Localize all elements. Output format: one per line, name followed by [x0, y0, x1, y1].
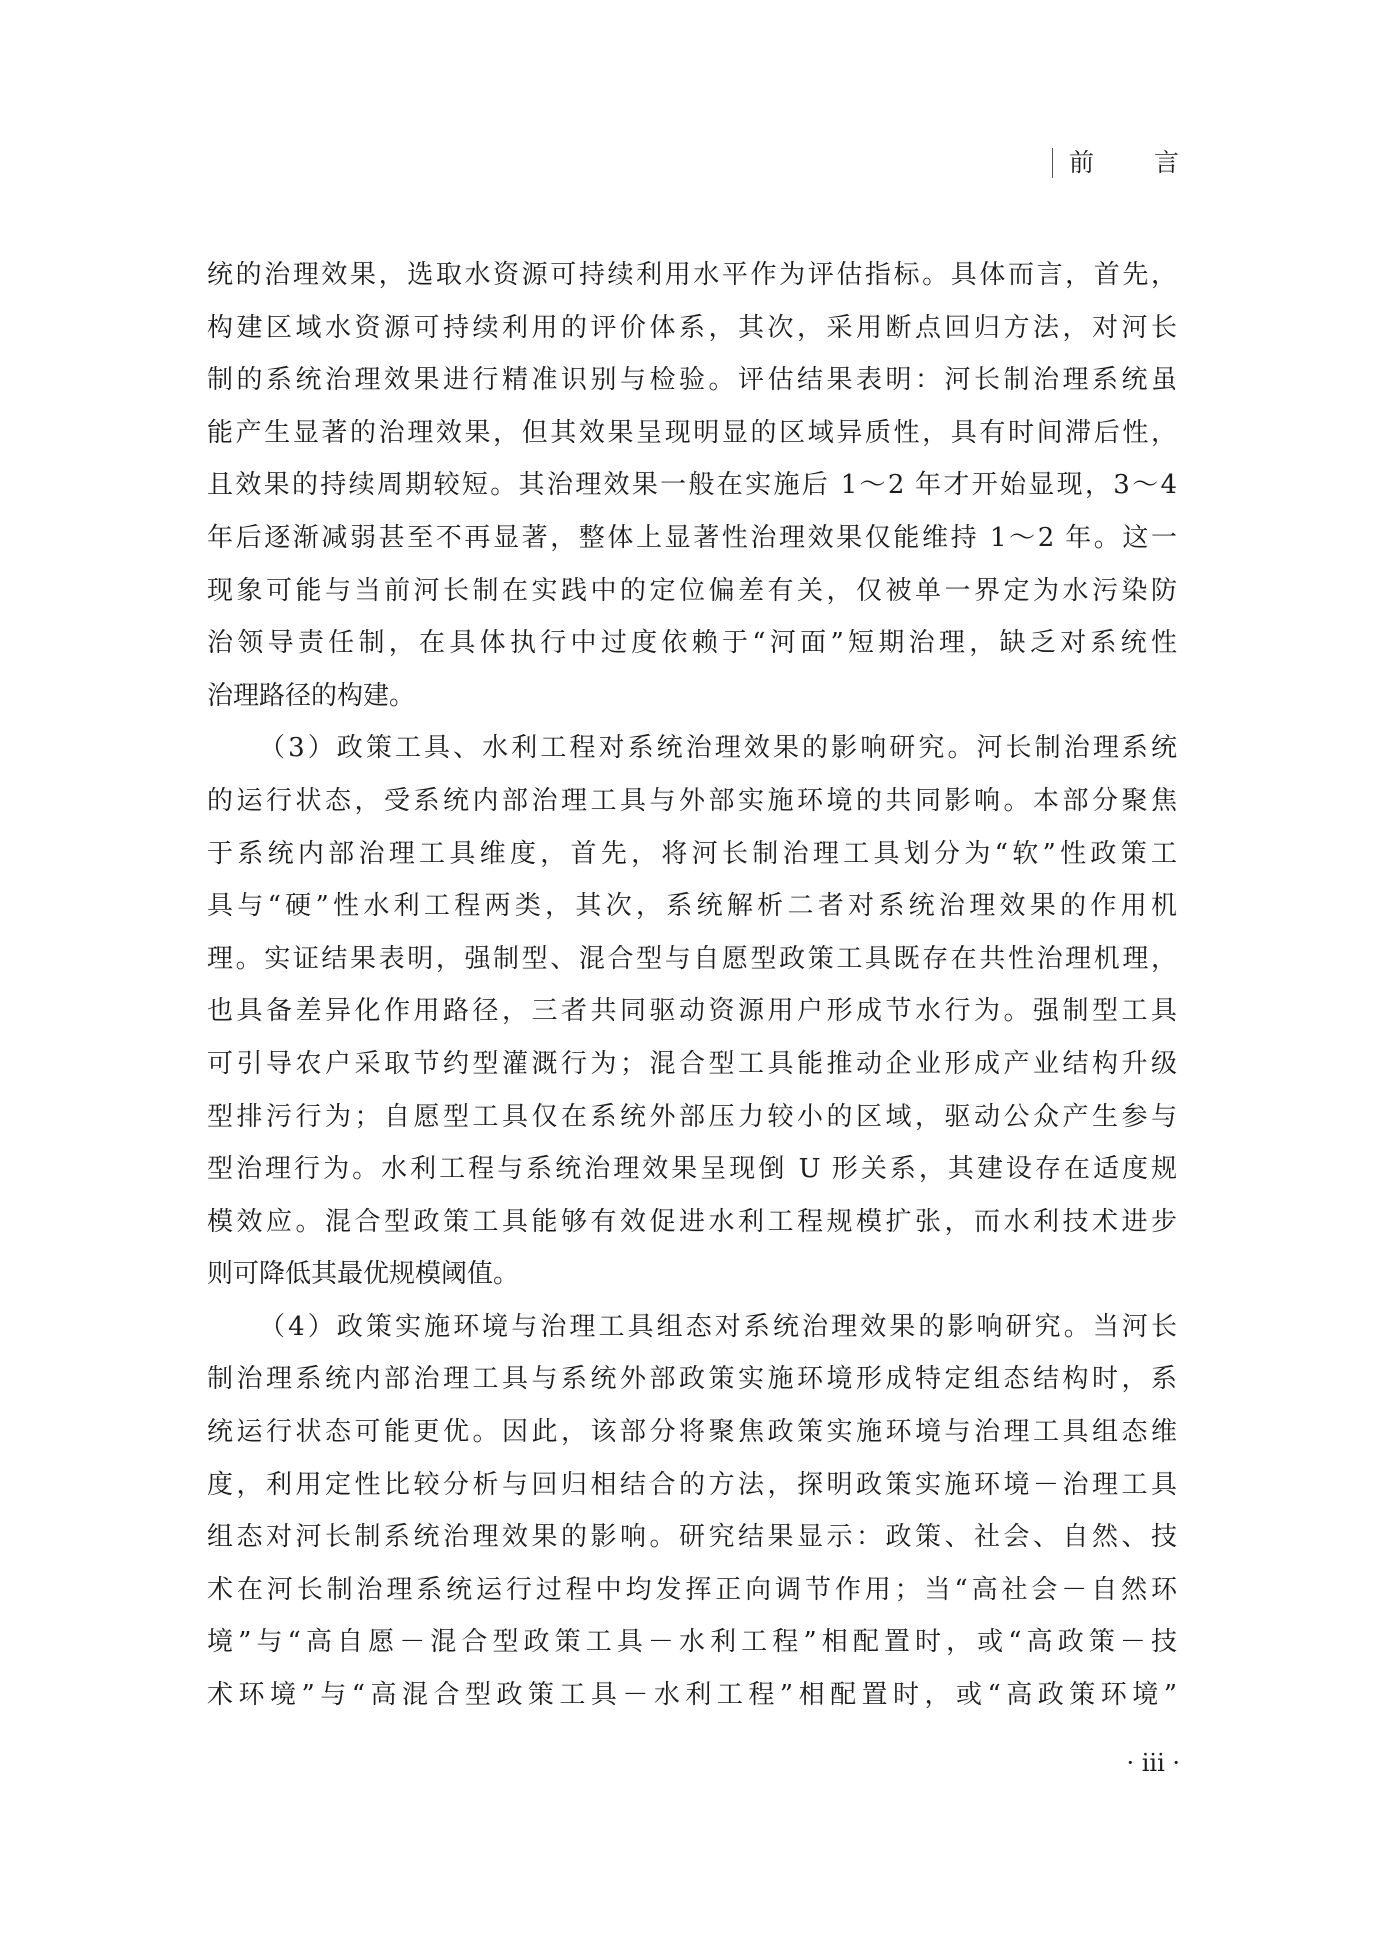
text-line: 年后逐渐减弱甚至不再显著，整体上显著性治理效果仅能维持 1～2 年。这一 — [207, 522, 1177, 553]
running-header-title: 前 言 — [1069, 148, 1179, 177]
text-line: 具与“硬”性水利工程两类，其次，系统解析二者对系统治理效果的作用机 — [207, 891, 1177, 922]
text-line: 境”与“高自愿－混合型政策工具－水利工程”相配置时，或“高政策－技 — [207, 1627, 1177, 1658]
running-header — [1052, 146, 1180, 180]
text-line: 治领导责任制，在具体执行中过度依赖于“河面”短期治理，缺乏对系统性 — [207, 628, 1177, 659]
paragraph-3-first-line: （3）政策工具、水利工程对系统治理效果的影响研究。河长制治理系统 — [259, 733, 1177, 764]
text-line: 术环境”与“高混合型政策工具－水利工程”相配置时，或“高政策环境” — [207, 1680, 1177, 1711]
text-line: 模效应。混合型政策工具能够有效促进水利工程规模扩张，而水利技术进步 — [207, 1206, 1177, 1237]
text-line: 也具备差异化作用路径，三者共同驱动资源用户形成节水行为。强制型工具 — [207, 996, 1177, 1027]
text-line: 现象可能与当前河长制在实践中的定位偏差有关，仅被单一界定为水污染防 — [207, 575, 1177, 606]
text-line: 的运行状态，受系统内部治理工具与外部实施环境的共同影响。本部分聚焦 — [207, 785, 1177, 816]
page-number: · iii · — [1126, 1749, 1180, 1777]
text-line: 度，利用定性比较分析与回归相结合的方法，探明政策实施环境－治理工具 — [207, 1469, 1177, 1500]
text-line: 统的治理效果，选取水资源可持续利用水平作为评估指标。具体而言，首先， — [207, 260, 1177, 290]
text-line: 理。实证结果表明，强制型、混合型与自愿型政策工具既存在共性治理机理， — [207, 943, 1177, 974]
text-line: 型治理行为。水利工程与系统治理效果呈现倒 U 形关系，其建设存在适度规 — [207, 1154, 1177, 1185]
body-text — [207, 249, 1177, 1722]
text-line: 术在河长制治理系统运行过程中均发挥正向调节作用；当“高社会－自然环 — [207, 1574, 1177, 1605]
text-line: 型排污行为；自愿型工具仅在系统外部压力较小的区域，驱动公众产生参与 — [207, 1101, 1177, 1132]
text-line: 制的系统治理效果进行精准识别与检验。评估结果表明：河长制治理系统虽 — [207, 365, 1177, 396]
text-line: 能产生显著的治理效果，但其效果呈现明显的区域异质性，具有时间滞后性， — [207, 417, 1177, 448]
text-line: 于系统内部治理工具维度，首先，将河长制治理工具划分为“软”性政策工 — [207, 838, 1177, 869]
paragraph-4-first-line: （4）政策实施环境与治理工具组态对系统治理效果的影响研究。当河长 — [259, 1311, 1177, 1342]
text-line: 制治理系统内部治理工具与系统外部政策实施环境形成特定组态结构时，系 — [207, 1364, 1177, 1395]
paragraph-end-line: 治理路径的构建。 — [207, 680, 416, 711]
text-line: 构建区域水资源可持续利用的评价体系，其次，采用断点回归方法，对河长 — [207, 312, 1177, 343]
header-divider — [1052, 148, 1053, 178]
text-line: 可引导农户采取节约型灌溉行为；混合型工具能推动企业形成产业结构升级 — [207, 1048, 1177, 1079]
text-line: 且效果的持续周期较短。其治理效果一般在实施后 1～2 年才开始显现，3～4 — [207, 470, 1177, 501]
text-line: 组态对河长制系统治理效果的影响。研究结果显示：政策、社会、自然、技 — [207, 1522, 1177, 1553]
paragraph-end-line: 则可降低其最优规模阈值。 — [207, 1259, 520, 1290]
text-line: 统运行状态可能更优。因此，该部分将聚焦政策实施环境与治理工具组态维 — [207, 1417, 1177, 1448]
